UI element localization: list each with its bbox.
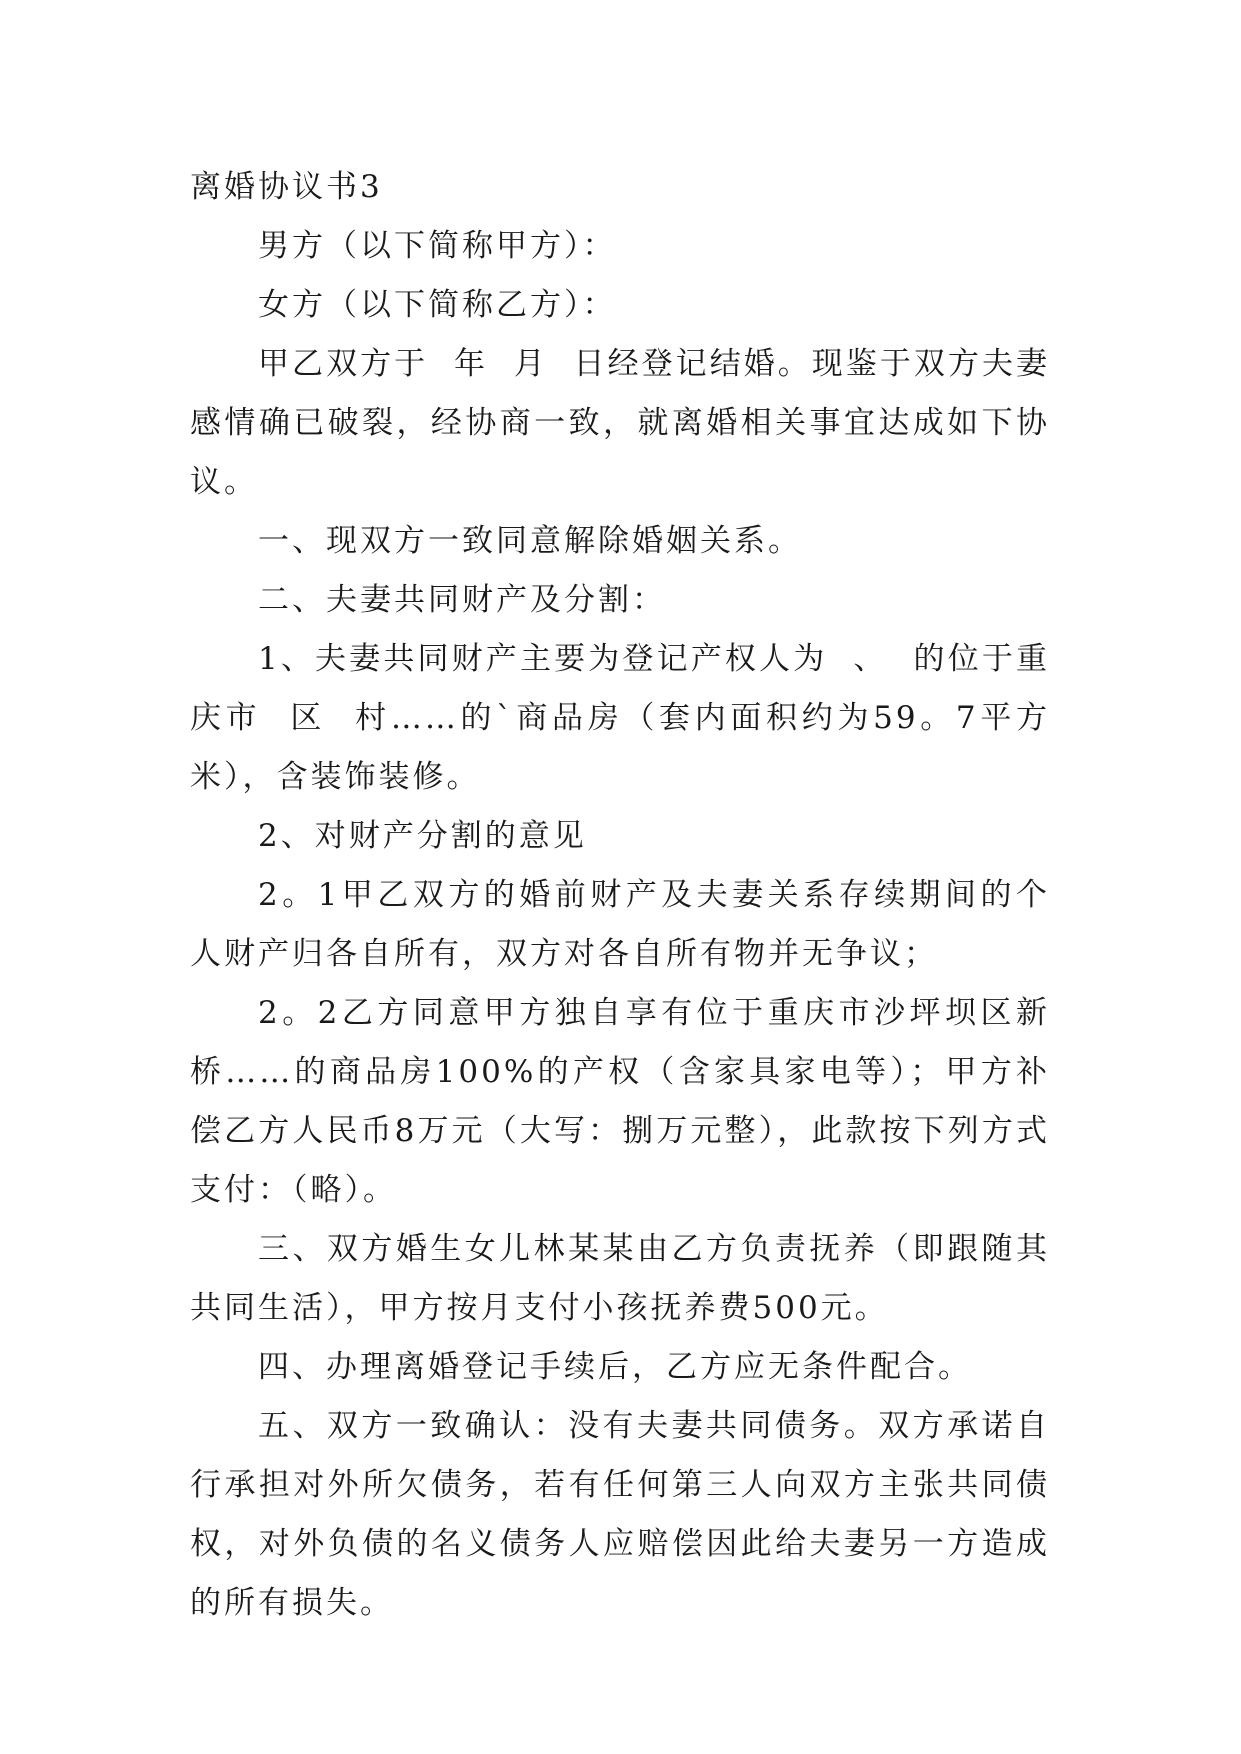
paragraph-clause-1: 一、现双方一致同意解除婚姻关系。 [258, 523, 802, 559]
document-title: 离婚协议书3 [190, 169, 383, 205]
paragraph-division-2-1: 2。1甲乙双方的婚前财产及夫妻关系存续期间的个人财产归各自所有，双方对各自所有物并无争议； [190, 877, 1050, 972]
paragraph-clause-3: 三、双方婚生女儿林某某由乙方负责抚养（即跟随其共同生活），甲方按月支付小孩抚养费500元。 [190, 1231, 1050, 1326]
paragraph-clause-2-heading: 二、夫妻共同财产及分割： [258, 582, 666, 618]
paragraph-wife: 女方（以下简称乙方）： [258, 287, 617, 323]
document-body [190, 158, 1050, 1633]
paragraph-division-2-2: 2。2乙方同意甲方独自享有位于重庆市沙坪坝区新桥……的商品房100%的产权（含家具家电等）；甲方补偿乙方人民币8万元（大写：捌万元整），此款按下列方式支付：（略）。 [190, 995, 1050, 1208]
paragraph-property: 1、夫妻共同财产主要为登记产权人为 、 的位于重庆市 区 村……的`商品房（套内面积约为59。7平方米），含装饰装修。 [190, 641, 1050, 795]
paragraph-husband: 男方（以下简称甲方）： [258, 228, 617, 264]
paragraph-preamble: 甲乙双方于 年 月 日经登记结婚。现鉴于双方夫妻感情确已破裂，经协商一致，就离婚相关事宜达成如下协议。 [190, 346, 1050, 500]
paragraph-division-heading: 2、对财产分割的意见 [258, 818, 587, 854]
paragraph-clause-5: 五、双方一致确认：没有夫妻共同债务。双方承诺自行承担对外所欠债务，若有任何第三人向双方主张共同债权，对外负债的名义债务人应赔偿因此给夫妻另一方造成的所有损失。 [190, 1408, 1050, 1621]
paragraph-clause-4: 四、办理离婚登记手续后，乙方应无条件配合。 [258, 1349, 972, 1385]
